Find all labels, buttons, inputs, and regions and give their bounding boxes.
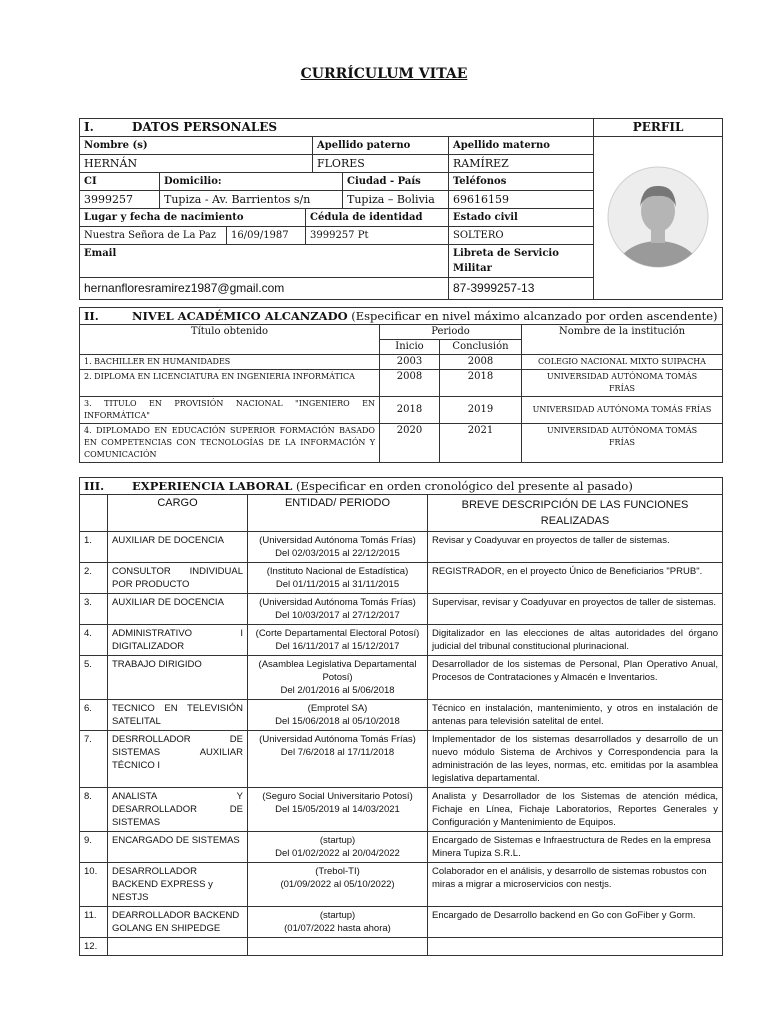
table-row: 9. ENCARGADO DE SISTEMAS (startup) Del 01/02/2022 al 20/04/2022 Encargado de Sistemas e Infraestructura de Redes en la empresa Minera Tupiza S.R.L. (80, 832, 723, 863)
table-row: 7. DESRROLLADOR DE SISTEMAS AUXILIAR TÉCNICO I (Universidad Autónoma Tomás Frías) Del 7/6/2018 al 17/11/2018 Implementador de los sistemas desarrollados y desarrollo de un nuevo módulo Sistema de Archivos y Correspondencia para la administración de las leyes, normas, etc. emitidas por la asamblea legislativa departamental. (80, 731, 723, 788)
table-row: 1. AUXILIAR DE DOCENCIA (Universidad Autónoma Tomás Frías) Del 02/03/2015 al 22/12/2015 Revisar y Coadyuvar en proyectos de taller de sistemas. (80, 532, 723, 563)
label-estado: Estado civil (449, 209, 594, 227)
label-ap-materno: Apellido materno (449, 137, 594, 155)
table-row: 3. TITULO EN PROVISIÓN NACIONAL "INGENIERO EN INFORMÁTICA" 2018 2019 UNIVERSIDAD AUTÓNOMA TOMÁS FRÍAS (80, 397, 723, 424)
header-periodo: Periodo (380, 325, 522, 340)
personal-data-table (79, 118, 723, 300)
value-fecha: 16/09/1987 (227, 227, 306, 245)
section-header: I. DATOS PERSONALES (80, 119, 594, 137)
header-entidad: ENTIDAD/ PERIODO (248, 495, 428, 532)
header-inicio: Inicio (380, 340, 440, 355)
value-estado: SOLTERO (449, 227, 594, 245)
value-nombre: HERNÁN (80, 155, 313, 173)
profile-photo-cell (594, 137, 723, 300)
label-telefonos: Teléfonos (449, 173, 594, 191)
value-email: hernanfloresramirez1987@gmail.com (80, 278, 449, 300)
header-cargo: CARGO (108, 495, 248, 532)
experience-table (79, 477, 723, 956)
header-institucion: Nombre de la institución (522, 325, 723, 355)
value-ci: 3999257 (80, 191, 160, 209)
label-domicilio: Domicilio: (160, 173, 343, 191)
table-row: 10. DESARROLLADOR BACKEND EXPRESS y NESTJS (Trebol-TI) (01/09/2022 al 05/10/2022) Colaborador en el análisis, y desarrollo de sistemas robustos con miras a migrar a microservicios con nestjs. (80, 863, 723, 907)
header-titulo: Título obtenido (80, 325, 380, 355)
label-nombre: Nombre (s) (80, 137, 313, 155)
avatar (606, 165, 710, 269)
table-row: 8. ANALISTA Y DESARROLLADOR DE SISTEMAS (Seguro Social Universitario Potosí) Del 15/05/2019 al 14/03/2021 Analista y Desarrollador de los Sistemas de atención médica, Fichaje en Línea, Fichaje Laboratorios, Reportes Generales y Configuración y Mantenimiento de Equipos. (80, 788, 723, 832)
value-telefono: 69616159 (449, 191, 594, 209)
label-libreta: Libreta de Servicio Militar (449, 245, 594, 278)
value-ap-paterno: FLORES (313, 155, 449, 173)
value-cedula: 3999257 Pt (306, 227, 449, 245)
page-title: CURRÍCULUM VITAE (300, 66, 468, 82)
label-lugar: Lugar y fecha de nacimiento (80, 209, 306, 227)
value-lugar: Nuestra Señora de La Paz (80, 227, 227, 245)
label-ciudad: Ciudad - País (343, 173, 449, 191)
table-row: 2. DIPLOMA EN LICENCIATURA EN INGENIERIA INFORMÁTICA 2008 2018 UNIVERSIDAD AUTÓNOMA TOMÁS FRÍAS (80, 370, 723, 397)
value-ap-materno: RAMÍREZ (449, 155, 594, 173)
label-email: Email (80, 245, 449, 278)
table-row: 11. DEARROLLADOR BACKEND GOLANG EN SHIPEDGE (startup) (01/07/2022 hasta ahora) Encargado de Desarrollo backend en Go con GoFiber y Gorm. (80, 907, 723, 938)
table-row: 6. TECNICO EN TELEVISIÓN SATELITAL (Emprotel SA) Del 15/06/2018 al 05/10/2018 Técnico en instalación, mantenimiento, y otros en instalación de antenas para televisión satelital de entel. (80, 700, 723, 731)
label-cedula: Cédula de identidad (306, 209, 449, 227)
table-row: 1. BACHILLER EN HUMANIDADES 2003 2008 COLEGIO NACIONAL MIXTO SUIPACHA (80, 355, 723, 370)
value-libreta: 87-3999257-13 (449, 278, 594, 300)
header-descripcion: BREVE DESCRIPCIÓN DE LAS FUNCIONES REALIZADAS (428, 495, 723, 532)
table-row: 5. TRABAJO DIRIGIDO (Asamblea Legislativa Departamental Potosí) Del 2/01/2016 al 5/06/2018 Desarrollador de los sistemas de Personal, Plan Operativo Anual, Procesos de Contrataciones y Almacén e Inventarios. (80, 656, 723, 700)
value-domicilio: Tupiza - Av. Barrientos s/n (160, 191, 343, 209)
section-header: II. NIVEL ACADÉMICO ALCANZADO (Especificar en nivel máximo alcanzado por orden ascendente) (80, 308, 723, 325)
header-conclusion: Conclusión (440, 340, 522, 355)
value-ciudad: Tupiza – Bolivia (343, 191, 449, 209)
academic-table (79, 307, 723, 463)
table-row: 2. CONSULTOR INDIVIDUAL POR PRODUCTO (Instituto Nacional de Estadística) Del 01/11/2015 al 31/11/2015 REGISTRADOR, en el proyecto Único de Beneficiarios "PRUB". (80, 563, 723, 594)
perfil-label: PERFIL (594, 119, 723, 137)
section-header: III. EXPERIENCIA LABORAL (Especificar en orden cronológico del presente al pasado) (80, 478, 723, 495)
label-ap-paterno: Apellido paterno (313, 137, 449, 155)
table-row: 12. (80, 938, 723, 956)
table-row: 4. ADMINISTRATIVO I DIGITALIZADOR (Corte Departamental Electoral Potosí) Del 16/11/2017 al 15/12/2017 Digitalizador en las elecciones de altas autoridades del órgano judicial del tribunal constitucional plurinacional. (80, 625, 723, 656)
table-row: 3. AUXILIAR DE DOCENCIA (Universidad Autónoma Tomás Frías) Del 10/03/2017 al 27/12/2017 Supervisar, revisar y Coadyuvar en proyectos de taller de sistemas. (80, 594, 723, 625)
label-ci: CI (80, 173, 160, 191)
table-row: 4. DIPLOMADO EN EDUCACIÓN SUPERIOR FORMACIÓN BASADO EN COMPETENCIAS CON TECNOLOGÍAS DE LA INFORMACIÓN Y COMUNICACIÓN 2020 2021 UNIVERSIDAD AUTÓNOMA TOMÁS FRÍAS (80, 424, 723, 463)
